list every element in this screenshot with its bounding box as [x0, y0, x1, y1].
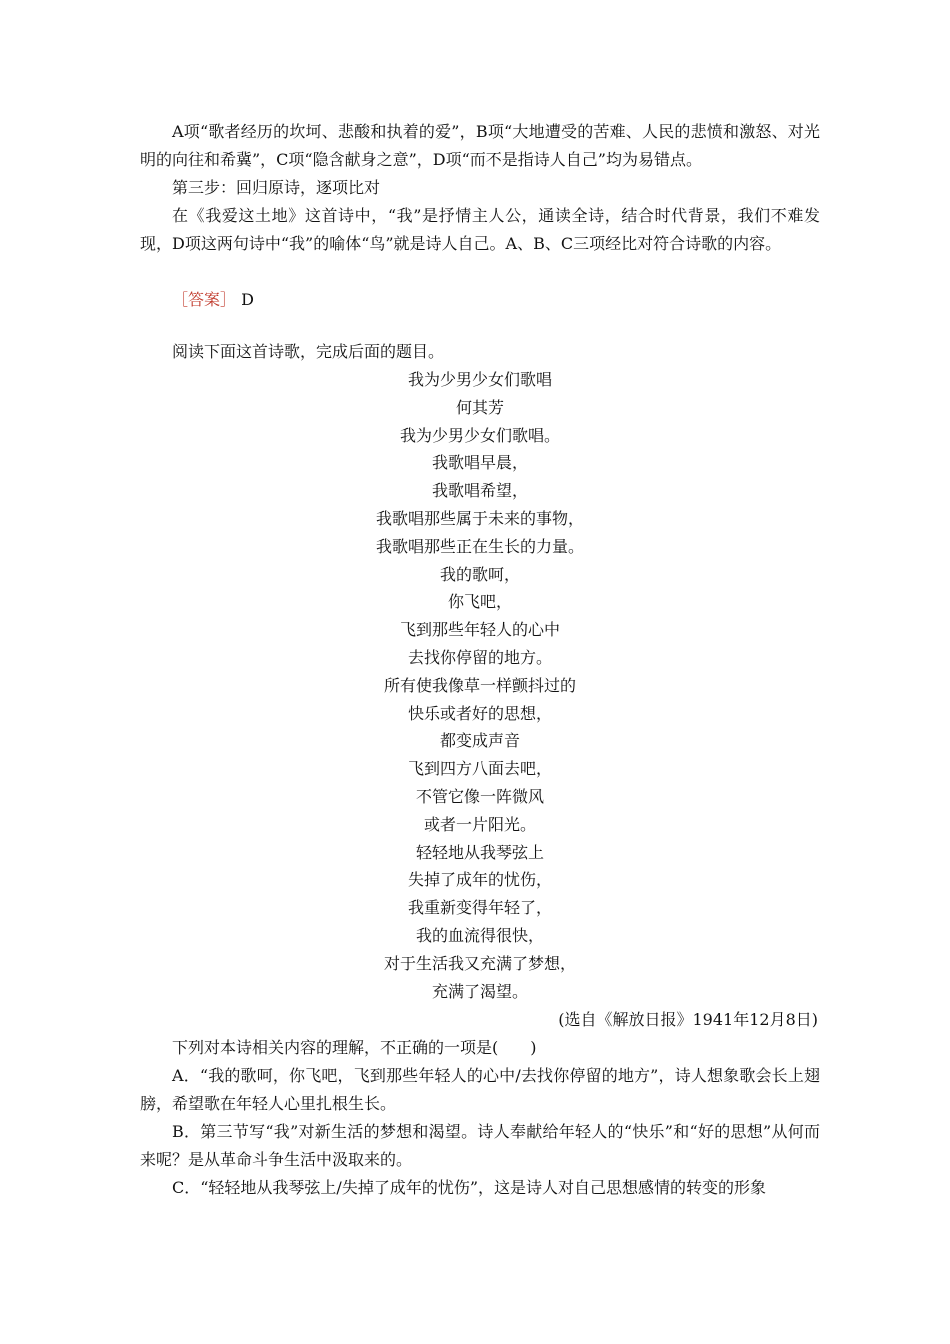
paragraph-analysis: 在《我爱这土地》这首诗中，“我”是抒情主人公，通读全诗，结合时代背景，我们不难发现，D项这两句诗中“我”的喻体“鸟”就是诗人自己。A、B、C三项经比对符合诗歌的内容。	[140, 206, 820, 253]
answer-label: ［答案］	[172, 290, 237, 309]
poem-line: 都变成声音	[439, 731, 520, 751]
poem-line: 失掉了成年的忧伤，	[407, 870, 552, 890]
poem-line: 快乐或者好的思想，	[407, 703, 552, 723]
answer-line	[140, 286, 820, 314]
option-c: C．“轻轻地从我琴弦上/失掉了成年的忧伤”，这是诗人对自己思想感情的转变的形象	[172, 1178, 766, 1197]
poem-line: 我的歌呵，	[439, 564, 520, 584]
poem-line: 所有使我像草一样颤抖过的	[383, 675, 576, 695]
paragraph-error-points: A项“歌者经历的坎坷、悲酸和执着的爱”，B项“大地遭受的苦难、人民的悲愤和激怒、对光明的向往和希冀”，C项“隐含献身之意”，D项“而不是指诗人自己”均为易错点。	[140, 122, 820, 169]
poem-line: 轻轻地从我琴弦上	[415, 842, 544, 862]
poem-line: 或者一片阳光。	[423, 814, 536, 834]
poem-source: (选自《解放日报》1941年12月8日)	[558, 1010, 818, 1029]
answer-value: D	[236, 290, 254, 309]
question-stem: 下列对本诗相关内容的理解，不正确的一项是( )	[172, 1038, 537, 1057]
poem-line: 充满了渴望。	[431, 981, 528, 1001]
poem-line: 对于生活我又充满了梦想，	[383, 953, 576, 973]
poem-line: 我歌唱那些正在生长的力量。	[375, 536, 584, 556]
poem-line: 我歌唱那些属于未来的事物，	[375, 508, 584, 528]
poem	[140, 366, 820, 1005]
poem-line: 我歌唱希望，	[431, 481, 528, 501]
poem-author: 何其芳	[455, 397, 504, 417]
poem-line: 我重新变得年轻了，	[407, 898, 552, 918]
step-three-heading: 第三步：回归原诗，逐项比对	[172, 178, 381, 197]
poem-line: 你飞吧，	[447, 592, 512, 612]
poem-line: 飞到四方八面去吧，	[407, 759, 552, 779]
reading-instruction: 阅读下面这首诗歌，完成后面的题目。	[172, 342, 445, 361]
poem-line: 飞到那些年轻人的心中	[399, 620, 560, 640]
option-b: B．第三节写“我”对新生活的梦想和渴望。诗人奉献给年轻人的“快乐”和“好的思想”从何而来呢？是从革命斗争生活中汲取来的。	[140, 1122, 820, 1169]
poem-line: 不管它像一阵微风	[415, 786, 544, 806]
poem-line: 我的血流得很快，	[415, 925, 544, 945]
poem-line: 我为少男少女们歌唱。	[399, 425, 560, 445]
poem-line: 去找你停留的地方。	[407, 647, 552, 667]
option-a: A．“我的歌呵，你飞吧，飞到那些年轻人的心中/去找你停留的地方”，诗人想象歌会长上翅膀，希望歌在年轻人心里扎根生长。	[140, 1066, 820, 1113]
poem-title: 我为少男少女们歌唱	[407, 370, 552, 389]
poem-line: 我歌唱早晨，	[431, 453, 528, 473]
